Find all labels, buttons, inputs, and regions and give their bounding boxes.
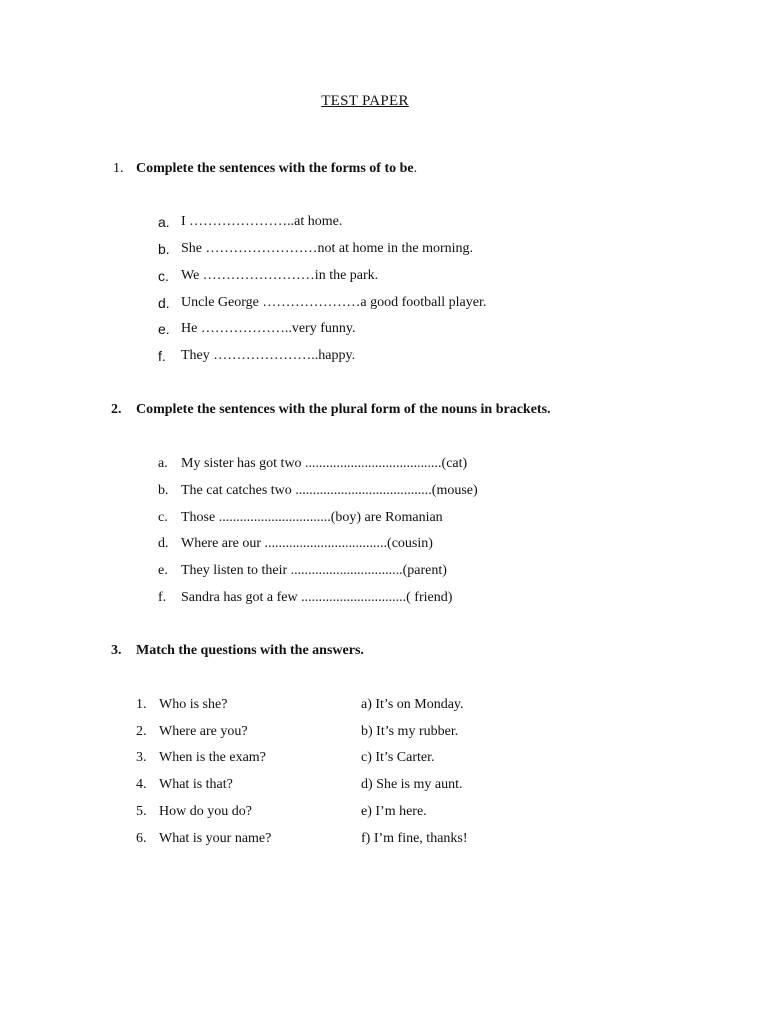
s3-question-6: What is your name? — [159, 831, 272, 846]
s3-question-4-number: 4. — [136, 777, 147, 792]
s3-question-3-number: 3. — [136, 750, 147, 765]
s1-item-e-text: He ………………..very funny. — [181, 321, 356, 336]
s3-question-1: Who is she? — [159, 697, 228, 712]
s1-item-d-letter: d. — [158, 295, 170, 311]
s2-item-b-letter: b. — [158, 483, 169, 498]
s1-item-f-text: They …………………..happy. — [181, 348, 356, 363]
s3-question-2-number: 2. — [136, 724, 147, 739]
s1-item-f-letter: f. — [158, 348, 166, 364]
s3-answer-a: a) It’s on Monday. — [361, 697, 464, 712]
s2-item-f-letter: f. — [158, 590, 167, 605]
s2-item-a-letter: a. — [158, 456, 168, 471]
s2-item-c-letter: c. — [158, 510, 168, 525]
s2-item-d-text: Where are our ...................................(cousin) — [181, 536, 433, 551]
s3-question-5: How do you do? — [159, 804, 252, 819]
s3-answer-d: d) She is my aunt. — [361, 777, 463, 792]
s3-answer-f: f) I’m fine, thanks! — [361, 831, 468, 846]
s2-item-a-text: My sister has got two .......................................(cat) — [181, 456, 468, 471]
section-2-number: 2. — [111, 402, 122, 417]
s1-item-c-text: We ……………………in the park. — [181, 268, 379, 283]
s1-item-a-text: I …………………..at home. — [181, 214, 343, 229]
s2-item-d-letter: d. — [158, 536, 169, 551]
s3-question-3: When is the exam? — [159, 750, 266, 765]
page-title: TEST PAPER — [321, 93, 409, 109]
section-1-number: 1. — [113, 161, 124, 176]
s2-item-e-letter: e. — [158, 563, 168, 578]
s3-question-2: Where are you? — [159, 724, 248, 739]
s1-item-a-letter: a. — [158, 214, 170, 230]
s3-question-4: What is that? — [159, 777, 233, 792]
s3-answer-b: b) It’s my rubber. — [361, 724, 459, 739]
s3-question-1-number: 1. — [136, 697, 147, 712]
section-3-instruction: Match the questions with the answers. — [136, 643, 364, 658]
s1-item-b-letter: b. — [158, 241, 170, 257]
s2-item-c-text: Those ................................(boy) are Romanian — [181, 510, 443, 525]
section-3-number: 3. — [111, 643, 122, 658]
s1-item-e-letter: e. — [158, 321, 170, 337]
s3-question-6-number: 6. — [136, 831, 147, 846]
s1-item-d-text: Uncle George …………………a good football player. — [181, 295, 487, 310]
section-1-instruction: Complete the sentences with the forms of to be. — [136, 161, 418, 176]
section-2-instruction: Complete the sentences with the plural form of the nouns in brackets. — [136, 402, 551, 417]
s2-item-e-text: They listen to their ................................(parent) — [181, 563, 447, 578]
s1-item-b-text: She ……………………not at home in the morning. — [181, 241, 474, 256]
s3-answer-e: e) I’m here. — [361, 804, 427, 819]
s2-item-f-text: Sandra has got a few ..............................( friend) — [181, 590, 453, 605]
s1-item-c-letter: c. — [158, 268, 169, 284]
s2-item-b-text: The cat catches two .......................................(mouse) — [181, 483, 478, 498]
s3-question-5-number: 5. — [136, 804, 147, 819]
s3-answer-c: c) It’s Carter. — [361, 750, 435, 765]
